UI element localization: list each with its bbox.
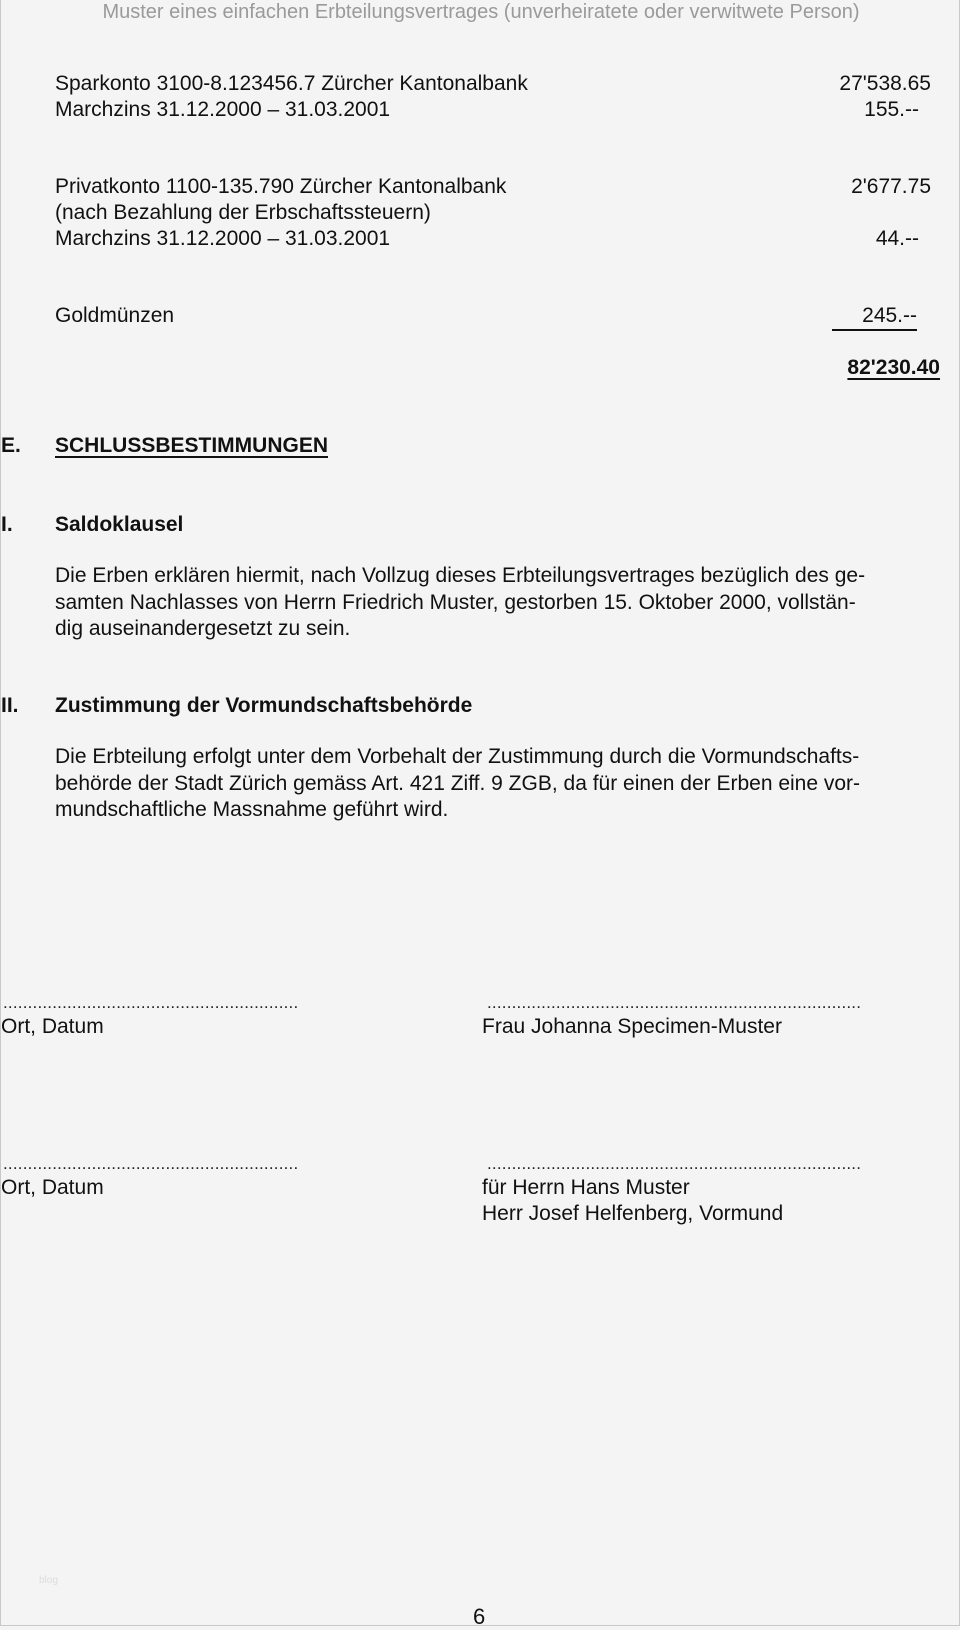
signature-line-left: ............................................................: [3, 993, 299, 1012]
clause-title: Zustimmung der Vormundschaftsbehörde: [55, 694, 473, 717]
clause-title: Saldoklausel: [55, 513, 184, 536]
signatory-name: Frau Johanna Specimen-Muster: [482, 1015, 782, 1038]
asset-amount: 155.--: [864, 98, 919, 121]
signatory-name: für Herrn Hans Muster: [482, 1176, 690, 1199]
asset-label: Privatkonto 1100-135.790 Zürcher Kantonalbank: [55, 175, 507, 198]
asset-label: Sparkonto 3100-8.123456.7 Zürcher Kantonalbank: [55, 72, 528, 95]
signatory-representative: Herr Josef Helfenberg, Vormund: [482, 1202, 784, 1225]
asset-amount: 27'538.65: [839, 72, 931, 95]
clause-paragraph: [55, 744, 960, 824]
clause-number: II.: [1, 694, 19, 717]
signature-label-place-date: Ort, Datum: [1, 1176, 104, 1199]
paragraph-line: Die Erbteilung erfolgt unter dem Vorbehalt der Zustimmung durch die Vormundschafts-: [55, 745, 860, 768]
total-amount: 82'230.40: [847, 356, 940, 379]
asset-label: Marchzins 31.12.2000 – 31.03.2001: [55, 227, 391, 250]
asset-amount: 2'677.75: [851, 175, 931, 198]
signature-line-left: ............................................................: [3, 1154, 299, 1173]
section-number: E.: [1, 434, 21, 457]
signature-line-right: ............................................................................: [487, 993, 862, 1012]
paragraph-line: dig auseinandergesetzt zu sein.: [55, 617, 351, 640]
paragraph-line: Die Erben erklären hiermit, nach Vollzug dieses Erbteilungsvertrages bezüglich des ge-: [55, 564, 866, 587]
paragraph-line: behörde der Stadt Zürich gemäss Art. 421 Ziff. 9 ZGB, da für einen der Erben eine vor-: [55, 771, 861, 795]
paragraph-line: samten Nachlasses von Herrn Friedrich Muster, gestorben 15. Oktober 2000, vollstän-: [55, 590, 856, 614]
section-title: SCHLUSSBESTIMMUNGEN: [55, 434, 329, 457]
document-header-title: Muster eines einfachen Erbteilungsvertrages (unverheiratete oder verwitwete Person): [102, 1, 860, 23]
asset-amount-subtotal-line: 245.--: [832, 303, 917, 331]
paragraph-line: mundschaftliche Massnahme geführt wird.: [55, 798, 449, 821]
clause-paragraph: [55, 563, 960, 643]
asset-amount: 44.--: [875, 227, 919, 250]
page-number: 6: [473, 1604, 486, 1629]
signature-line-right: ............................................................................: [487, 1154, 862, 1173]
asset-label: Goldmünzen: [55, 304, 175, 327]
asset-label: Marchzins 31.12.2000 – 31.03.2001: [55, 98, 391, 121]
watermark-text: blog: [39, 1575, 58, 1586]
signature-label-place-date: Ort, Datum: [1, 1015, 104, 1038]
clause-number: I.: [1, 513, 13, 536]
asset-note: (nach Bezahlung der Erbschaftssteuern): [55, 201, 431, 224]
